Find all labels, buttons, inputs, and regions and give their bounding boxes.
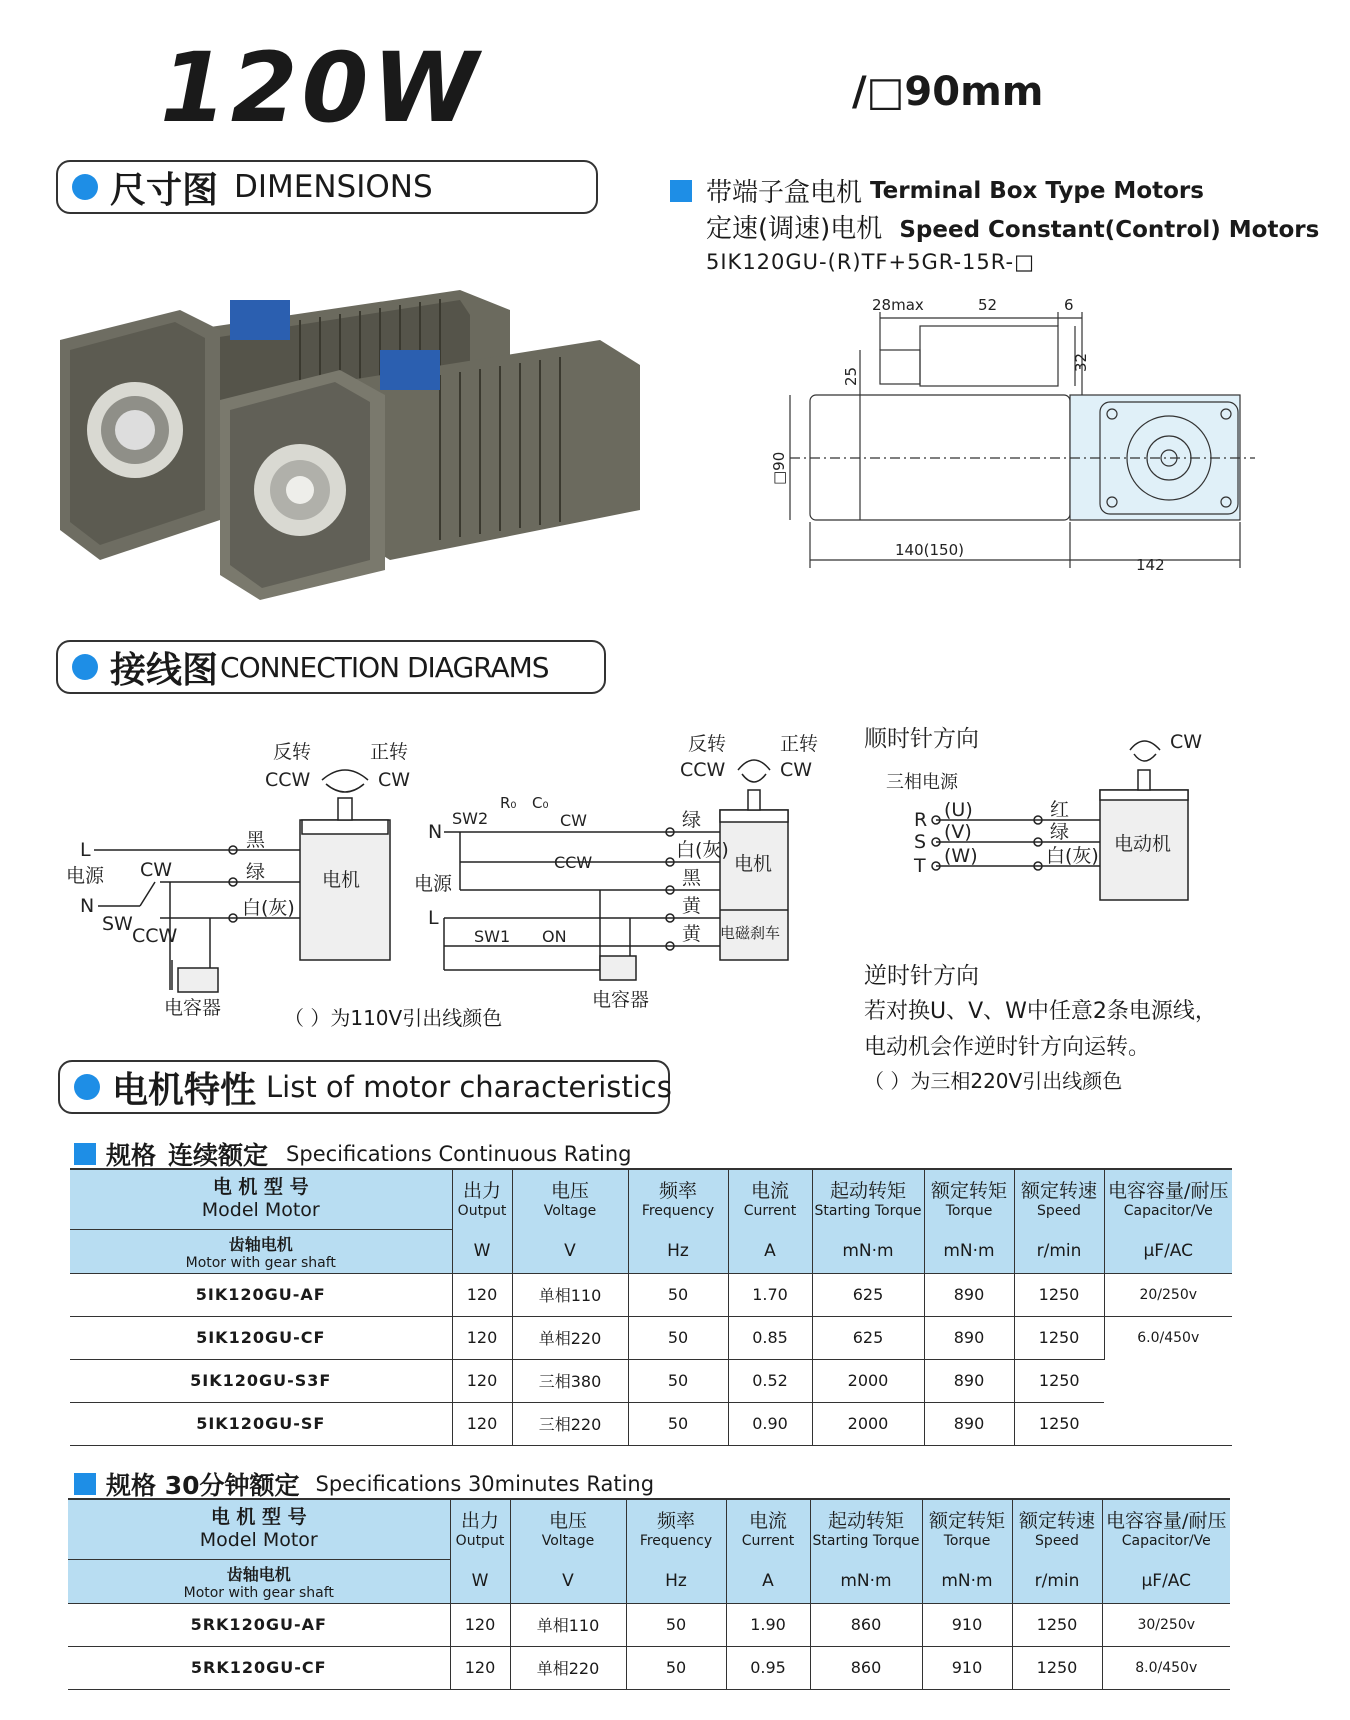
unit-v: V [512,1229,628,1273]
col-output: 出力 Output [452,1169,512,1229]
d1-power: 电源 [66,865,105,887]
characteristics-heading-cn: 电机特性 [112,1069,257,1111]
d1-cw: CW [378,769,411,791]
table2-header-row [68,1499,1230,1559]
col-current: 电流 Current [728,1169,812,1229]
square-bullet-icon [74,1473,96,1495]
cable-gland [880,350,920,384]
dimension-drawing [760,290,1260,580]
motor-type-line2-cn: 定速(调速)电机 [706,214,883,244]
unit-hz: Hz [626,1559,726,1603]
ccw-text-1: 若对换U、V、W中任意2条电源线， [864,999,1217,1024]
unit-speed: r/min [1012,1559,1102,1603]
characteristics-heading [58,1060,670,1114]
gear-header: 齿轴电机 Motor with gear shaft [185,1234,336,1271]
ccw-text-2: 电动机会作逆时针方向运转。 [864,1035,1151,1060]
power-title: 120W [160,32,483,144]
d3-supply: 三相电源 [886,772,958,793]
table1-heading-cn2: 连续额定 [168,1141,269,1170]
col-voltage: 电压 Voltage [512,1169,628,1229]
gear-header: 齿轴电机 Motor with gear shaft [183,1564,334,1601]
d3-V: (V) [944,821,972,843]
d2-capacitor: 电容器 [592,989,650,1011]
unit-v: V [510,1559,626,1603]
square-bullet-icon [74,1143,96,1165]
col-torque: 额定转矩 Torque [924,1169,1014,1229]
ccw-instructions [864,958,1217,1096]
table1-heading [74,1136,631,1172]
unit-speed: r/min [1014,1229,1104,1273]
table1-heading-cn: 规格 [106,1141,157,1170]
table-row: 5IK120GU-SF 120 三相220 50 0.90 2000 890 1250 [70,1402,1232,1445]
square-bullet-icon [670,180,692,202]
dim-52: 52 [978,296,998,314]
d1-note: （ ）为110V引出线颜色 [284,1006,503,1030]
dim-90: □90 [770,451,788,485]
d1-capacitor: 电容器 [164,997,222,1019]
table-row: 5RK120GU-AF 120 单相110 50 1.90 860 910 1250 30/250v [68,1603,1230,1646]
model-header: 电 机 型 号 Model Motor [70,1169,452,1229]
motor-type-line2-en: Speed Constant(Control) Motors [899,217,1320,243]
unit-a: A [726,1559,810,1603]
model-header: 电 机 型 号 Model Motor [68,1499,450,1559]
col-output: 出力 Output [450,1499,510,1559]
col-frequency: 频率 Frequency [628,1169,728,1229]
spec-table-30min [68,1498,1230,1690]
d1-sw: SW [102,913,133,935]
d2-wire-green: 绿 [682,809,702,831]
d1-rev: 反转 [273,741,312,763]
d3-phase-R: R [914,809,928,831]
d3-motor: 电动机 [1114,833,1172,855]
ccw-title: 逆时针方向 [864,963,979,989]
dim-32: 32 [1072,352,1090,372]
d2-N: N [428,821,443,843]
d1-wire-white: 白(灰) [242,897,295,919]
d2-L: L [428,907,439,929]
table-row: 5RK120GU-CF 120 单相220 50 0.95 860 910 1250 8.0/450v [68,1646,1230,1689]
unit-capacitor: μF/AC [1102,1559,1230,1603]
d2-on: ON [542,927,567,946]
connection-heading-en: CONNECTION DIAGRAMS [220,650,549,684]
table2-heading-en: Specifications 30minutes Rating [315,1472,655,1496]
col-starting-torque: 起动转矩 Starting Torque [810,1499,922,1559]
d1-N: N [80,895,95,917]
bullet-icon [74,1074,100,1100]
wiring-diagram-three-phase [860,720,1220,930]
d2-ccw: CCW [680,759,726,781]
table2-heading-cn: 规格 30分钟额定 [106,1471,300,1500]
connection-heading [56,640,606,694]
table-row: 5IK120GU-AF 120 单相110 50 1.70 625 890 1250 20/250v [70,1273,1232,1316]
dimensions-heading-cn: 尺寸图 [110,169,219,211]
frame-size-title: /□90mm [852,69,1044,115]
motor-type-line1-en: Terminal Box Type Motors [870,177,1204,204]
d2-motor: 电机 [734,853,773,875]
d3-title: 顺时针方向 [864,726,979,752]
bullet-icon [72,654,98,680]
d3-wire-green: 绿 [1050,821,1070,843]
table1-header-row [70,1169,1232,1229]
unit-capacitor: μF/AC [1104,1229,1232,1273]
d3-phase-T: T [914,855,926,877]
unit-w: W [452,1229,512,1273]
unit-w: W [450,1559,510,1603]
d2-brake: 电磁刹车 [720,924,781,942]
col-torque: 额定转矩 Torque [922,1499,1012,1559]
d2-wire-white: 白(灰) [676,839,729,861]
unit-torque: mN·m [922,1559,1012,1603]
dim-140: 140(150) [895,541,964,559]
connection-heading-cn: 接线图 [110,649,219,691]
d2-ccw-label: CCW [554,853,593,872]
d3-cw: CW [1170,731,1203,753]
dim-28max: 28max [872,296,924,314]
col-frequency: 频率 Frequency [626,1499,726,1559]
d3-W: (W) [944,845,978,867]
unit-starting-torque: mN·m [810,1559,922,1603]
d2-r0: R₀ [500,794,517,812]
unit-starting-torque: mN·m [812,1229,924,1273]
motor-type-line1-cn: 带端子盒电机 [706,178,863,208]
model-code: 5IK120GU-(R)TF+5GR-15R-□ [706,250,1035,274]
d2-wire-black: 黑 [682,867,702,889]
table-row: 5IK120GU-CF 120 单相220 50 0.85 625 890 1250 6.0/450v [70,1316,1232,1359]
d1-fwd: 正转 [370,741,409,763]
dimensions-heading [56,160,598,214]
d2-wire-yellow-1: 黄 [682,895,702,917]
terminal-box [920,326,1058,386]
characteristics-heading-en: List of motor characteristics [266,1070,672,1104]
d2-sw2: SW2 [452,809,489,828]
wiring-diagram-brake [414,720,819,1011]
col-starting-torque: 起动转矩 Starting Torque [812,1169,924,1229]
d2-c0: C₀ [532,794,549,812]
motor-photo [40,270,690,600]
d2-cw-label: CW [560,811,587,830]
ccw-note: （ ）为三相220V引出线颜色 [864,1069,1123,1093]
d2-power: 电源 [414,873,453,895]
col-current: 电流 Current [726,1499,810,1559]
unit-hz: Hz [628,1229,728,1273]
d1-L: L [80,839,91,861]
d1-wire-green: 绿 [246,861,266,883]
unit-torque: mN·m [924,1229,1014,1273]
d1-sw-ccw: CCW [132,925,178,947]
col-speed: 额定转速 Speed [1014,1169,1104,1229]
dim-142: 142 [1136,556,1165,574]
d3-U: (U) [944,799,973,821]
col-capacitor: 电容容量/耐压 Capacitor/Ve [1104,1169,1232,1229]
d3-wire-red: 红 [1050,799,1070,821]
table1-unit-row [70,1229,1232,1273]
motor-type-line1 [670,172,1204,209]
d2-wire-yellow-2: 黄 [682,923,702,945]
table2-unit-row [68,1559,1230,1603]
d2-sw1: SW1 [474,927,511,946]
spec-table-continuous [70,1168,1232,1446]
d3-phase-S: S [914,831,927,853]
d3-wire-white: 白(灰) [1046,845,1099,867]
unit-a: A [728,1229,812,1273]
table-row: 5IK120GU-S3F 120 三相380 50 0.52 2000 890 1250 [70,1359,1232,1402]
motor-type-line2 [706,208,1319,245]
table1-heading-en: Specifications Continuous Rating [286,1142,632,1166]
d1-ccw: CCW [265,769,311,791]
d1-wire-black: 黑 [246,829,266,851]
dimensions-heading-en: DIMENSIONS [234,169,433,205]
bullet-icon [72,174,98,200]
col-capacitor: 电容容量/耐压 Capacitor/Ve [1102,1499,1230,1559]
dim-25: 25 [842,366,860,386]
dim-6: 6 [1064,296,1074,314]
col-voltage: 电压 Voltage [510,1499,626,1559]
wiring-diagram-single-phase [60,720,430,1020]
table2-heading [74,1466,654,1502]
d2-fwd: 正转 [780,733,819,755]
col-speed: 额定转速 Speed [1012,1499,1102,1559]
d2-rev: 反转 [688,733,727,755]
d1-sw-cw: CW [140,859,173,881]
d2-cw: CW [780,759,813,781]
d1-motor: 电机 [322,869,361,891]
